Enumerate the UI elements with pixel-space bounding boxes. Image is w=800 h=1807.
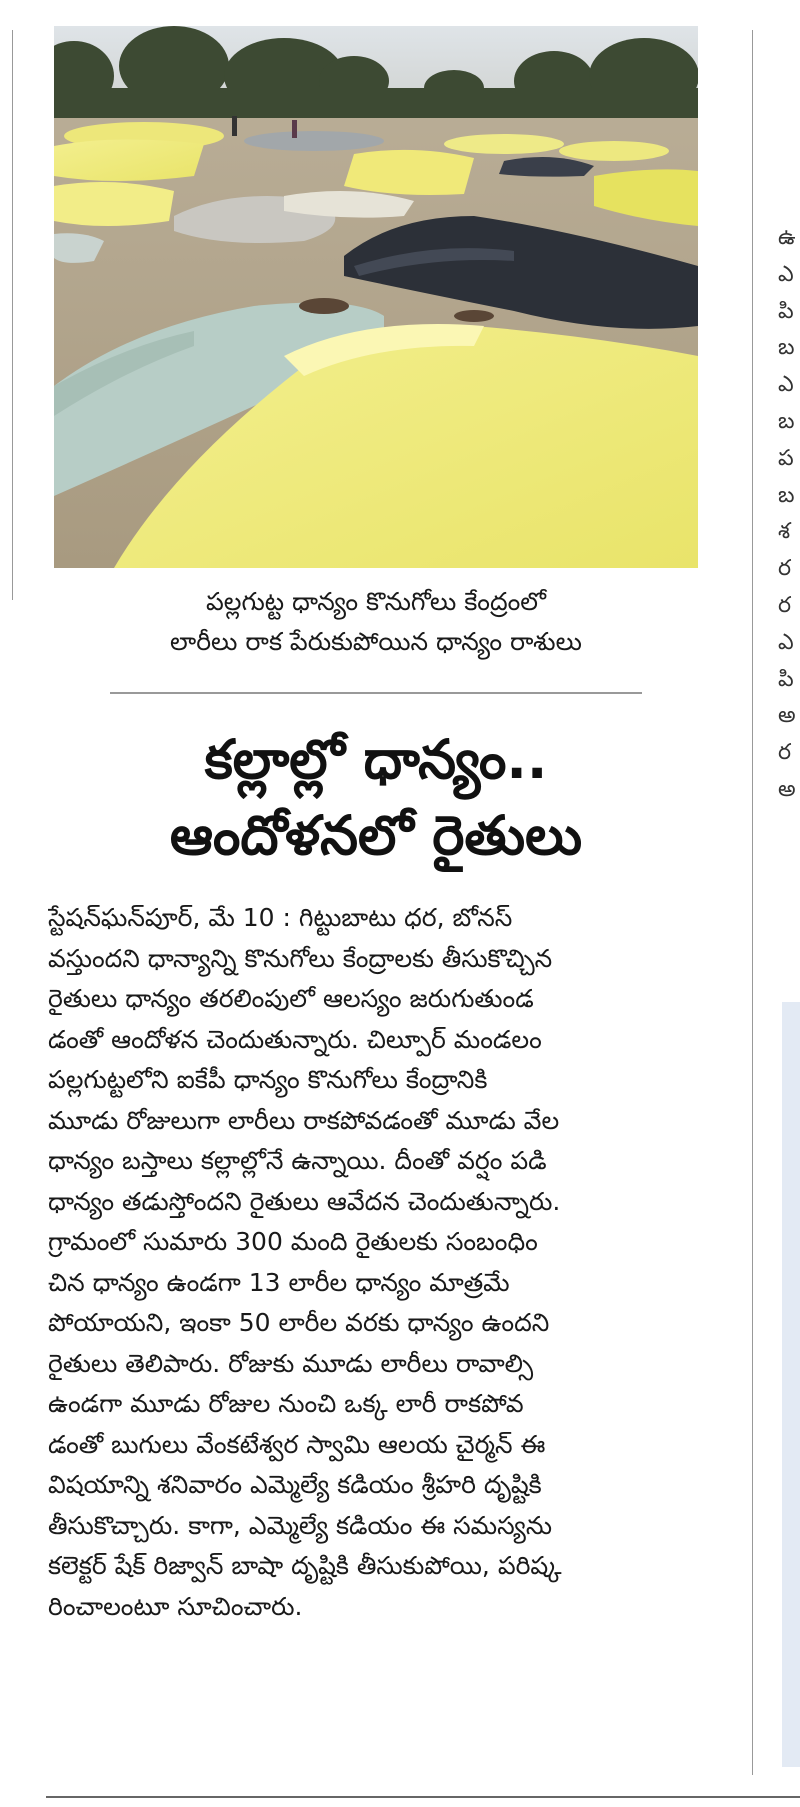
adjacent-column-glyph: బ xyxy=(778,408,795,434)
adjacent-sidebar-box xyxy=(782,1002,800,1767)
adjacent-column-glyph: ర xyxy=(778,556,792,582)
headline-line-2: ఆందోళనలో రైతులు xyxy=(169,804,583,867)
adjacent-column-glyph: శ xyxy=(778,519,791,545)
caption-separator xyxy=(110,692,642,694)
article-line: పోయాయని, ఇంకా 50 లారీల వరకు ధాన్యం ఉందని xyxy=(48,1308,550,1337)
headline-line-1: కల్లాల్లో ధాన్యం.. xyxy=(204,728,548,791)
caption-line-2: లారీలు రాక పేరుకుపోయిన ధాన్యం రాశులు xyxy=(170,627,582,656)
adjacent-column-glyph: ఎ xyxy=(778,261,794,287)
article-line: ధాన్యం తడుస్తోందని రైతులు ఆవేదన చెందుతున్నారు. xyxy=(48,1186,561,1216)
article-line: గ్రామంలో సుమారు 300 మంది రైతులకు సంబంధిం xyxy=(48,1227,538,1256)
article-line: పల్లగుట్టలోని ఐకేపీ ధాన్యం కొనుగోలు కేంద్రానికి xyxy=(48,1065,488,1094)
photo-caption xyxy=(54,582,698,662)
adjacent-column-glyph: ఉ xyxy=(778,225,796,250)
adjacent-column-text xyxy=(778,220,800,809)
adjacent-column-glyph: ర xyxy=(778,740,792,766)
article-body xyxy=(48,898,700,1627)
adjacent-column-glyph: అ xyxy=(778,703,796,729)
left-column-rule xyxy=(12,30,13,600)
bottom-rule xyxy=(46,1796,800,1798)
article-line: రైతులు ధాన్యం తరలింపులో ఆలస్యం జరుగుతుండ xyxy=(48,984,534,1013)
article-line: ఉండగా మూడు రోజుల నుంచి ఒక్క లారీ రాకపోవ xyxy=(48,1389,524,1418)
article-line: రైతులు తెలిపారు. రోజుకు మూడు లారీలు రావాల్సి xyxy=(48,1348,534,1378)
article-line: డంతో ఆందోళన చెందుతున్నారు. చిల్పూర్‌ మండలం xyxy=(48,1024,542,1054)
adjacent-column-glyph: ప xyxy=(778,445,794,471)
adjacent-column-glyph: ఎ xyxy=(778,372,794,398)
article-line: డంతో బుగులు వేంకటేశ్వర స్వామి ఆలయ చైర్మన్‌ ఈ xyxy=(48,1429,546,1459)
article-line: చిన ధాన్యం ఉండగా 13 లారీల ధాన్యం మాత్రమే xyxy=(48,1267,510,1297)
adjacent-column-glyph: ఎ xyxy=(778,629,794,655)
adjacent-column-glyph: పి xyxy=(778,666,794,692)
column-rule xyxy=(752,30,753,1775)
adjacent-column-glyph: బ xyxy=(778,482,795,508)
news-photo xyxy=(54,26,698,568)
adjacent-column-glyph: బ xyxy=(778,335,795,361)
adjacent-column-glyph: ర xyxy=(778,592,792,618)
article-line: కలెక్టర్‌ షేక్‌ రిజ్వాన్‌ బాషా దృష్టికి తీసుకుపోయి, పరిష్క xyxy=(48,1551,562,1580)
adjacent-column-glyph: పి xyxy=(778,298,794,324)
caption-line-1: పల్లగుట్ట ధాన్యం కొనుగోలు కేంద్రంలో xyxy=(206,587,546,616)
article-line: మూడు రోజులుగా లారీలు రాకపోవడంతో మూడు వేల xyxy=(48,1105,560,1135)
headline xyxy=(54,722,698,874)
adjacent-column-glyph: అ xyxy=(778,776,796,802)
article-line: ధాన్యం బస్తాలు కల్లాల్లోనే ఉన్నాయి. దీంతో వర్షం పడి xyxy=(48,1146,547,1175)
article-line: స్టేషన్‌ఘన్‌పూర్‌, మే 10 : గిట్టుబాటు ధర, బోనస్‌ xyxy=(48,903,513,932)
article-line: వస్తుందని ధాన్యాన్ని కొనుగోలు కేంద్రాలకు తీసుకొచ్చిన xyxy=(48,943,553,973)
article-line: రించాలంటూ సూచించారు. xyxy=(48,1591,303,1621)
article-line: విషయాన్ని శనివారం ఎమ్మెల్యే కడియం శ్రీహరి దృష్టికి xyxy=(48,1470,542,1499)
article-line: తీసుకొచ్చారు. కాగా, ఎమ్మెల్యే కడియం ఈ సమస్యను xyxy=(48,1510,553,1540)
